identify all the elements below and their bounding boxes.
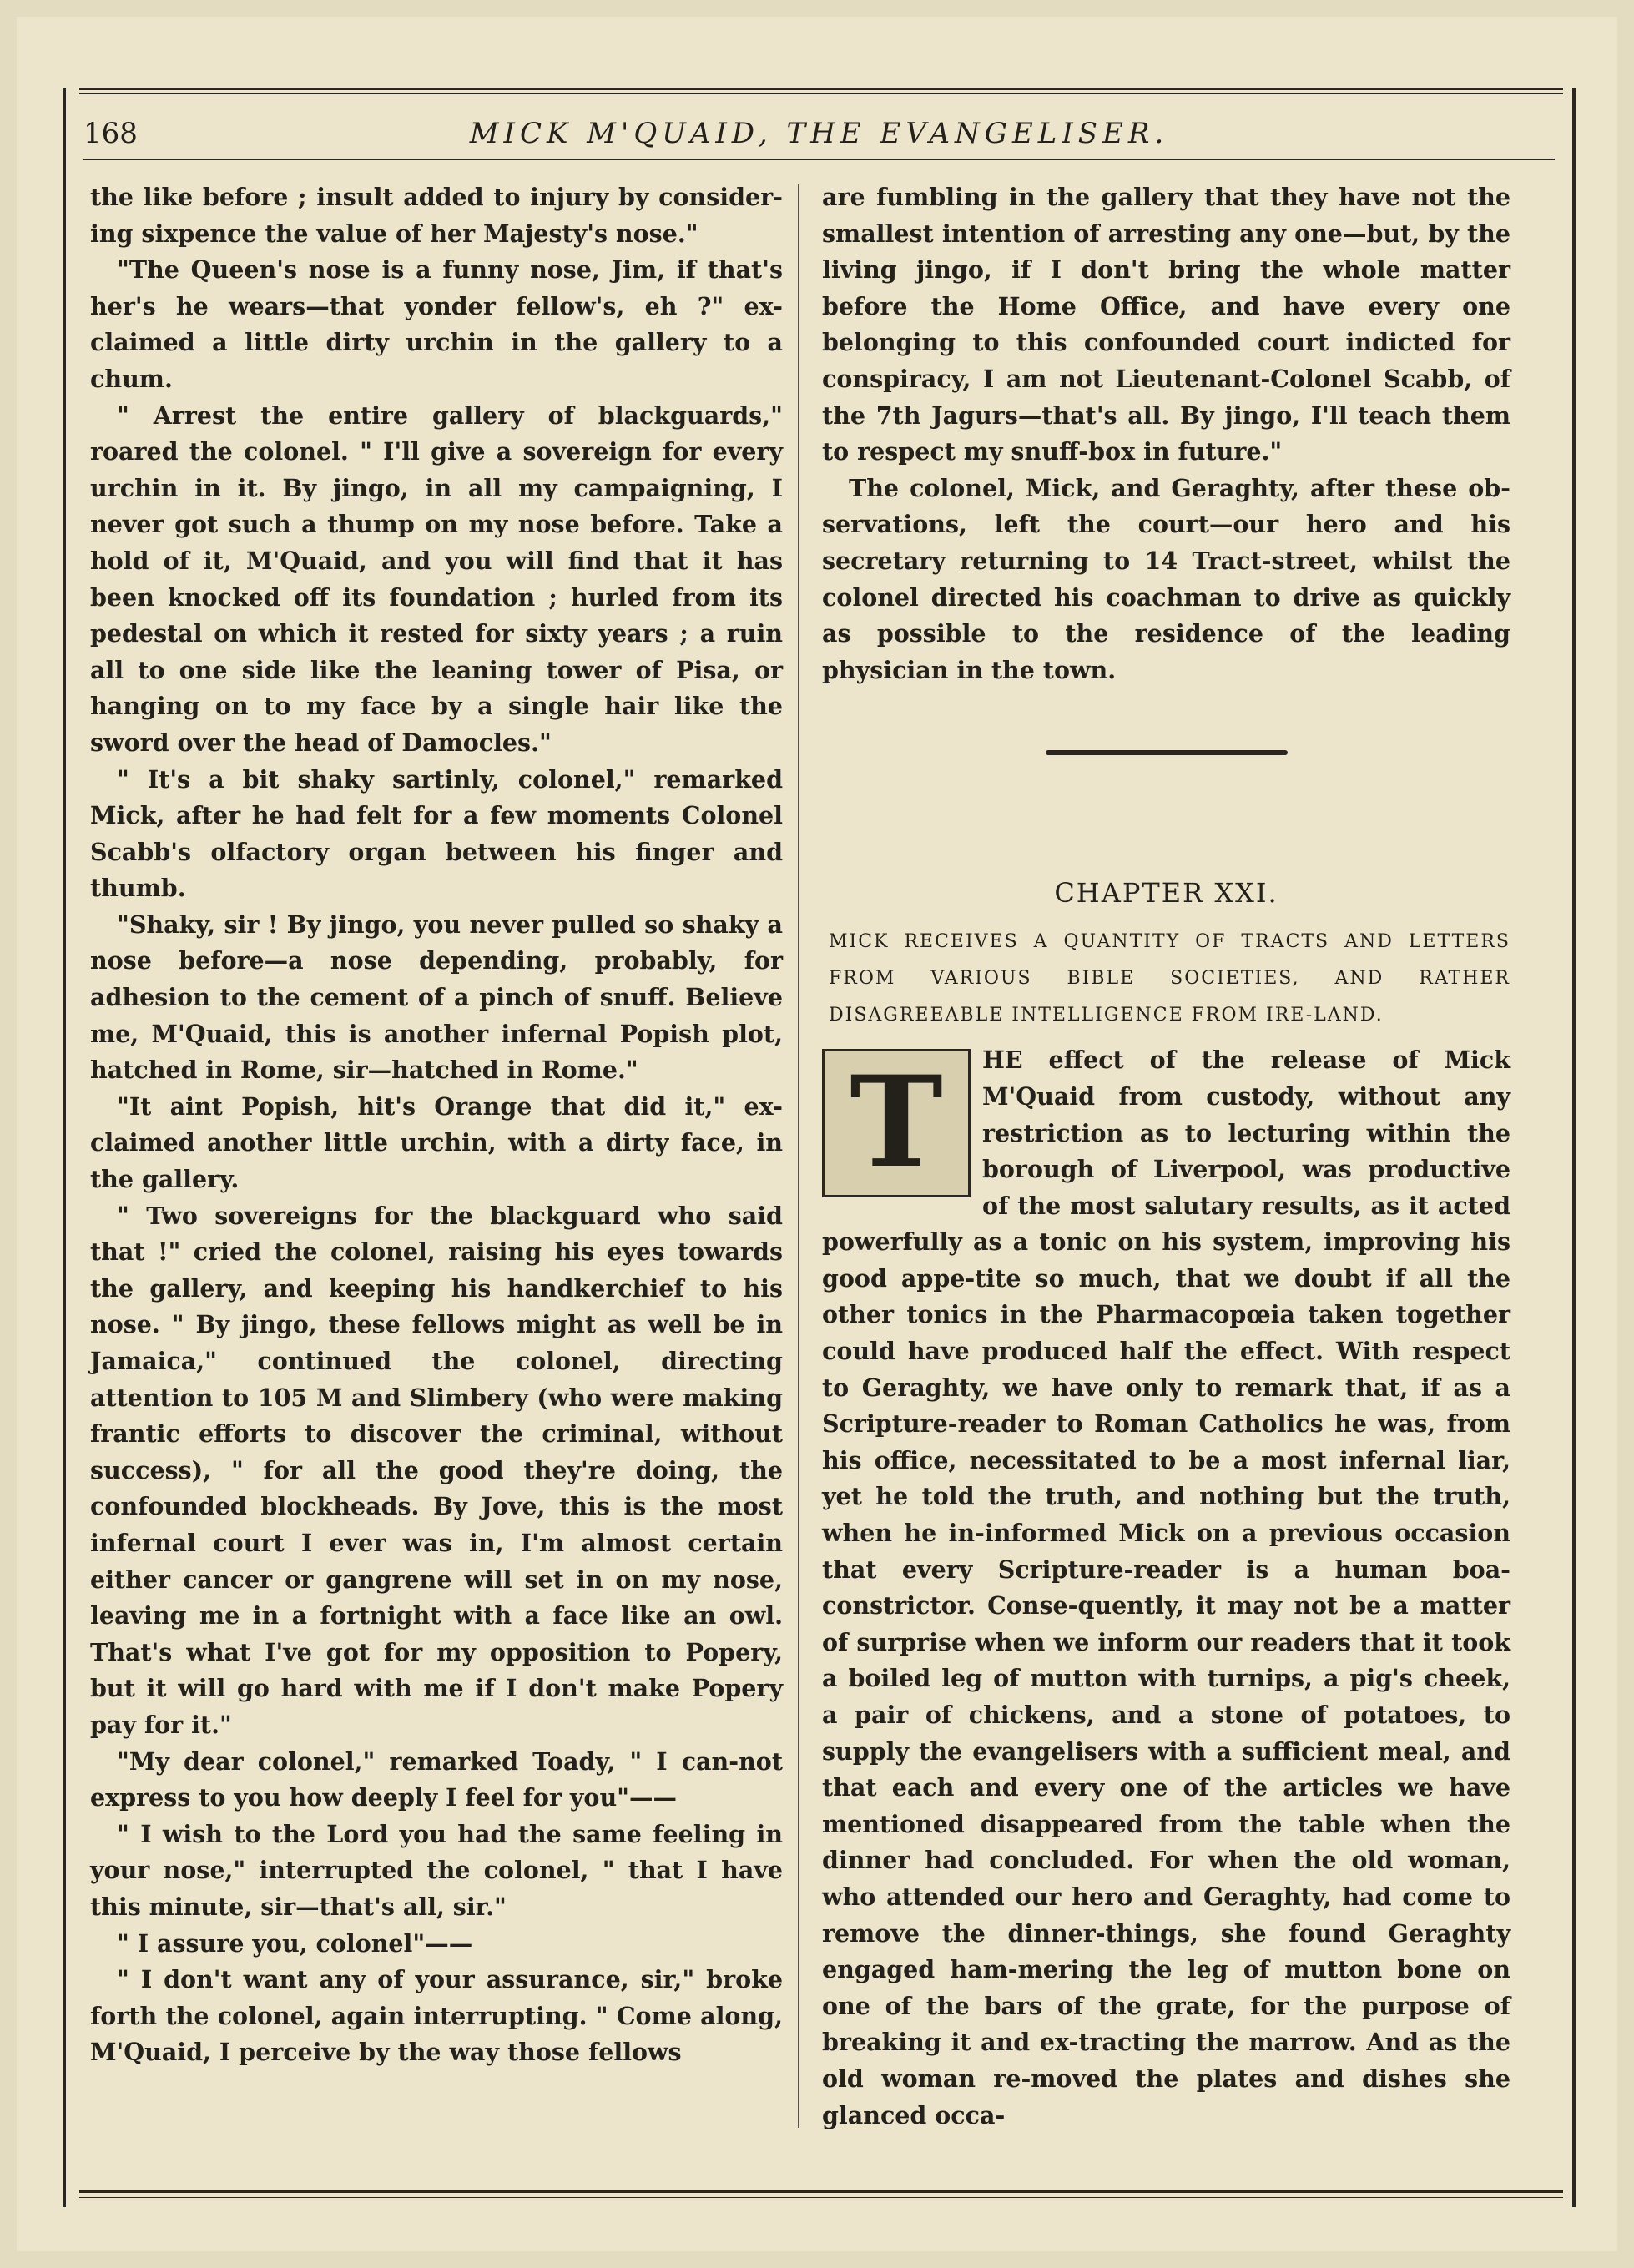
paragraph: "The Queen's nose is a funny nose, Jim, if that's her's he wears—that yonder fellow's, eh ?" ex-claimed a little dirty urchin in the gallery to a chum.	[90, 255, 783, 393]
paragraph: The colonel, Mick, and Geraghty, after these ob-servations, left the court—our hero and his secretary returning to 14 Tract-street, whilst the colonel directed his coachman to drive as quickly as possible to the residence of the leading physician in the town.	[822, 473, 1510, 684]
section-ornament-rule	[1046, 750, 1288, 755]
left-column	[90, 179, 783, 2071]
paragraph: "Shaky, sir ! By jingo, you never pulled so shaky a nose before—a nose depending, probably, for adhesion to the cement of a pinch of snuff. Believe me, M'Quaid, this is another infernal Popish plot, hatched in Rome, sir—hatched in Rome."	[90, 910, 783, 1085]
drop-cap: T	[822, 1049, 971, 1197]
paragraph: HE effect of the release of Mick M'Quaid from custody, without any restriction as to lecturing within the borough of Liverpool, was productive of the most salutary results, as it acted powerfully as a tonic on his system, improving his good appe-tite so much, that we doubt if all the other tonics in the Pharmacopœia taken together could have produced half the effect. With respect to Geraghty, we have only to remark that, if as a Scripture-reader to Roman Catholics he was, from his office, necessitated to be a most infernal liar, yet he told the truth, and nothing but the truth, when he in-informed Mick on a previous occasion that every Scripture-reader is a human boa-constrictor. Conse-quently, it may not be a matter of surprise when we inform our readers that it took a boiled leg of mutton with turnips, a pig's cheek, a pair of chickens, and a stone of potatoes, to supply the evangelisers with a sufficient meal, and that each and every one of the articles we have mentioned disappeared from the table when the dinner had concluded. For when the old woman, who attended our hero and Geraghty, had come to remove the dinner-things, she found Geraghty engaged ham-mering the leg of mutton bone on one of the bars of the grate, for the purpose of breaking it and ex-tracting the marrow. And as the old woman re-moved the plates and dishes she glanced occa-	[822, 1046, 1510, 2129]
paragraph: the like before ; insult added to injury by consider-ing sixpence the value of her Majesty's nose."	[90, 183, 783, 248]
paragraph: "It aint Popish, hit's Orange that did it," ex-claimed another little urchin, with a dirty face, in the gallery.	[90, 1091, 783, 1194]
paragraph: " I wish to the Lord you had the same feeling in your nose," interrupted the colonel, " that I have this minute, sir—that's all, sir."	[90, 1819, 783, 1921]
chapter-body	[822, 1042, 1510, 2134]
bottom-border-rule-thin	[79, 2197, 1563, 2198]
right-column	[822, 179, 1510, 2134]
paragraph: " Arrest the entire gallery of blackguards," roared the colonel. " I'll give a sovereign for every urchin in it. By jingo, in all my campaigning, I never got such a thump on my nose before. Take a hold of it, M'Quaid, and you will find that it has been knocked off its foundation ; hurled from its pedestal on which it rested for sixty years ; a ruin all to one side like the leaning tower of Pisa, or hanging on to my face by a single hair like the sword over the head of Damocles."	[90, 401, 783, 757]
paragraph: " Two sovereigns for the blackguard who said that !" cried the colonel, raising his eyes towards the gallery, and keeping his handkerchief to his nose. " By jingo, these fellows might as well be in Jamaica," continued the colonel, directing attention to 105 M and Slimbery (who were making frantic efforts to discover the criminal, without success), " for all the good they're doing, the confounded blockheads. By Jove, this is the most infernal court I ever was in, I'm almost certain either cancer or gangrene will set in on my nose, leaving me in a fortnight with a face like an owl. That's what I've got for my opposition to Popery, but it will go hard with me if I don't make Popery pay for it."	[90, 1201, 783, 1739]
chapter-summary: MICK RECEIVES A QUANTITY OF TRACTS AND LETTERS FROM VARIOUS BIBLE SOCIETIES, AND RATHER DISAGREEABLE INTELLIGENCE FROM IRE-LAND.	[829, 931, 1510, 1026]
paragraph: are fumbling in the gallery that they have not the smallest intention of arresting any one—but, by the living jingo, if I don't bring the whole matter before the Home Office, and have every one belonging to this confounded court indicted for conspiracy, I am not Lieutenant-Colonel Scabb, of the 7th Jagurs—that's all. By jingo, I'll teach them to respect my snuff-box in future."	[822, 183, 1510, 466]
bottom-border-rule	[79, 2190, 1563, 2193]
running-title: MICK M'QUAID, THE EVANGELISER.	[469, 117, 1169, 150]
paragraph: " It's a bit shaky sartinly, colonel," remarked Mick, after he had felt for a few moments Colonel Scabb's olfactory organ between his finger and thumb.	[90, 764, 783, 903]
page-number: 168	[83, 117, 138, 150]
paragraph: "My dear colonel," remarked Toady, " I can-not express to you how deeply I feel for you"——	[90, 1746, 783, 1812]
chapter-title: CHAPTER XXI.	[1054, 877, 1278, 910]
column-divider	[798, 184, 799, 2128]
top-border-rule	[79, 88, 1563, 90]
page-header	[83, 100, 1555, 159]
paragraph: " I assure you, colonel"——	[117, 1928, 473, 1958]
header-rule	[83, 159, 1555, 160]
left-border-rule	[63, 88, 66, 2207]
top-border-rule-thin	[79, 93, 1563, 94]
right-border-rule	[1572, 88, 1576, 2207]
paragraph: " I don't want any of your assurance, sir," broke forth the colonel, again interrupting. " Come along, M'Quaid, I perceive by the way those fellows	[90, 1965, 783, 2067]
